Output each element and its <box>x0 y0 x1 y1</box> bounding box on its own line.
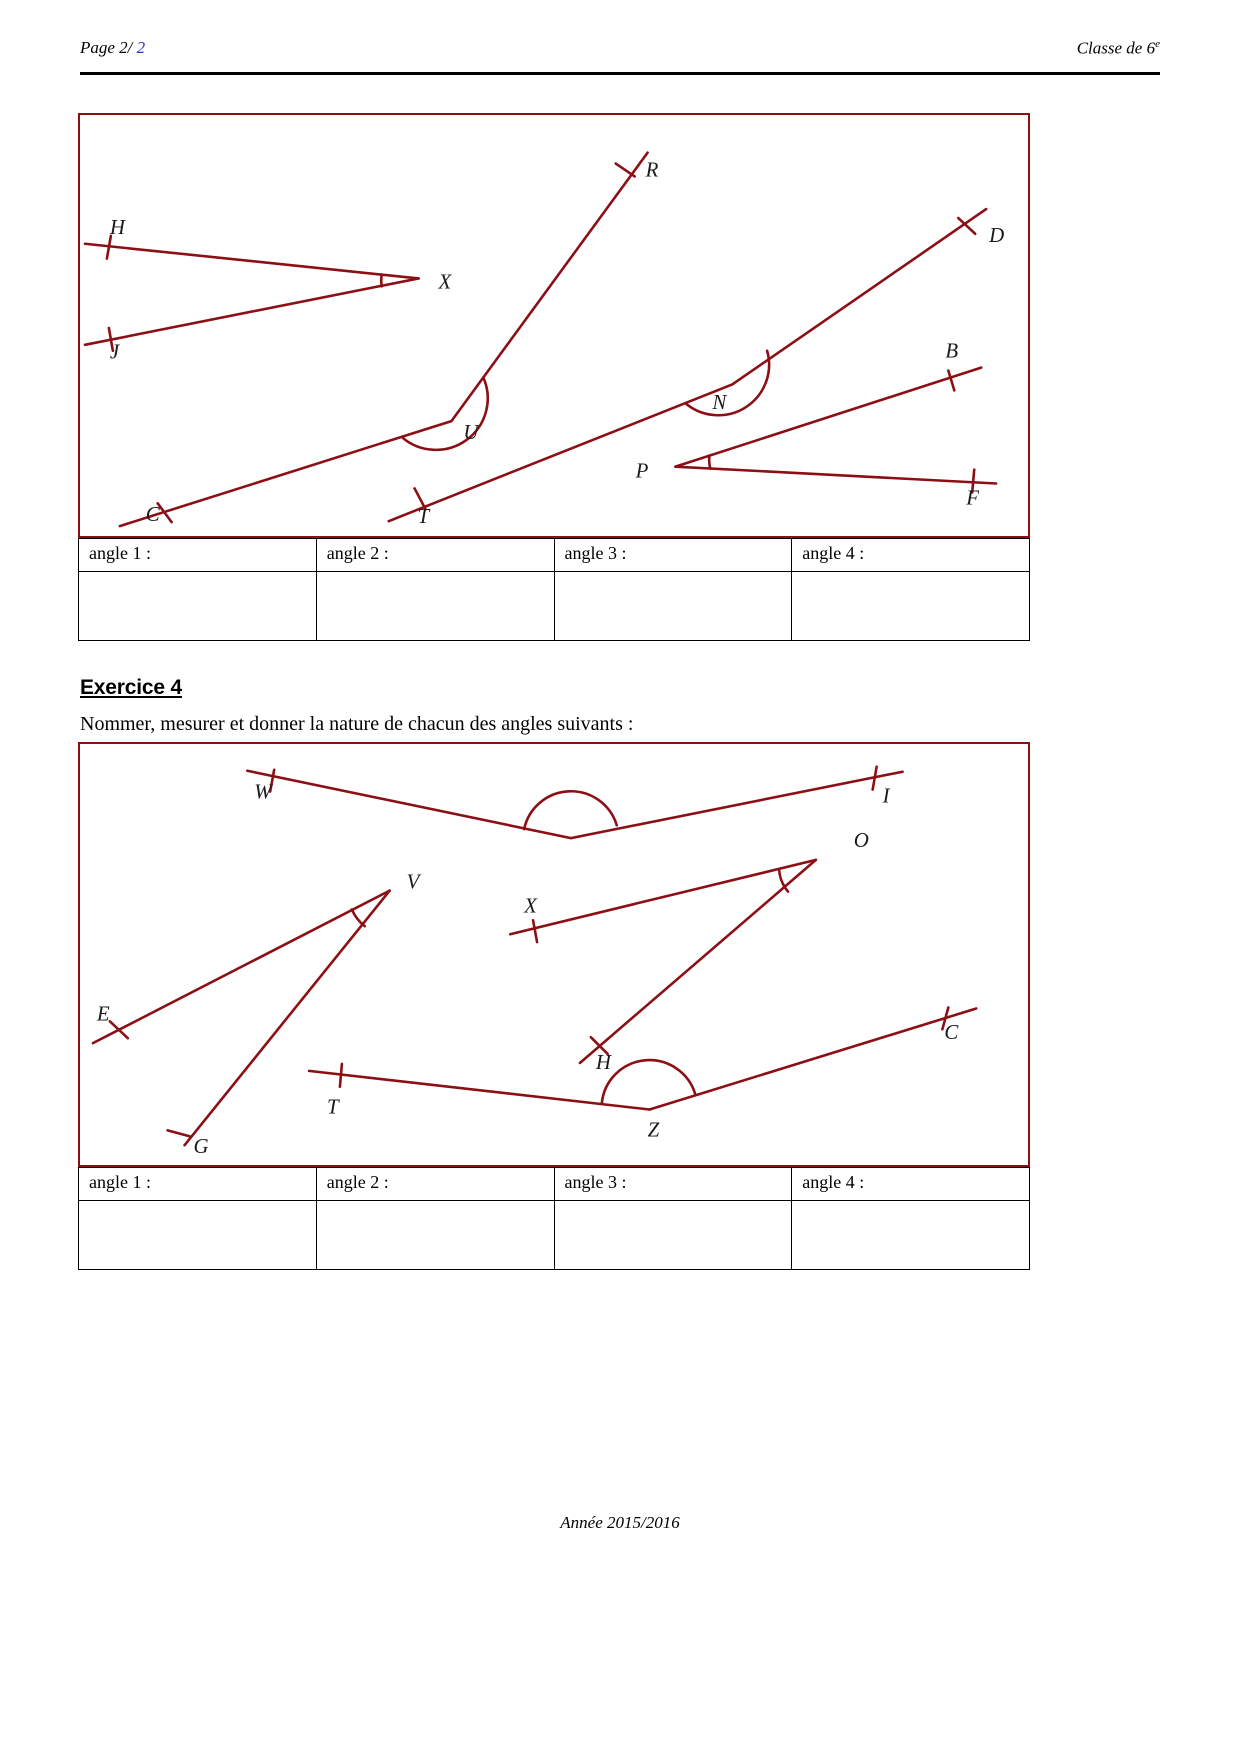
table-row-headers <box>79 1168 1030 1201</box>
page-total-number: 2 <box>136 38 146 57</box>
ray-ZC <box>650 1008 977 1109</box>
class-indicator <box>1077 38 1160 59</box>
tick-E <box>110 1021 128 1038</box>
ray-VE <box>93 891 390 1044</box>
label-F: F <box>966 485 980 510</box>
label-H: H <box>109 214 125 239</box>
table-row-headers <box>79 539 1030 572</box>
label-R: R <box>645 157 659 182</box>
answer-cell-angle-2[interactable] <box>316 572 554 641</box>
exercise-4-title: Exercice 4 <box>80 676 182 699</box>
label-P: P <box>635 458 649 483</box>
label-B: B <box>945 338 959 363</box>
label-W: W <box>254 779 272 804</box>
page-header <box>80 38 1160 72</box>
label-I: I <box>882 783 890 808</box>
label-E: E <box>96 1001 110 1026</box>
ray-OX <box>510 860 816 934</box>
table-header-angle-3: angle 3 : <box>554 539 792 572</box>
table-row-answers <box>79 572 1030 641</box>
exercise-4-prompt: Nommer, mesurer et donner la nature de chacun des angles suivants : <box>80 713 634 735</box>
tick-X2 <box>533 920 537 942</box>
tick-R <box>616 164 635 177</box>
answer2-cell-angle-4[interactable] <box>792 1201 1030 1270</box>
tick-B <box>948 371 954 391</box>
label-T: T <box>417 504 430 529</box>
label-V: V <box>406 869 420 894</box>
class-label: Classe de 6 <box>1076 38 1156 58</box>
arc-angle-V2 <box>352 909 365 926</box>
tick-T2 <box>340 1064 342 1087</box>
ray-XH <box>85 244 419 279</box>
label-C: C <box>145 502 160 527</box>
ray-VG <box>185 891 390 1146</box>
label-G: G <box>193 1134 209 1159</box>
table2-header-angle-3: angle 3 : <box>554 1168 792 1201</box>
angles-figure-1 <box>78 113 1030 538</box>
answer2-cell-angle-1[interactable] <box>79 1201 317 1270</box>
label-O: O <box>853 828 869 853</box>
arc-angle-P <box>709 456 710 469</box>
ray-OH <box>580 860 816 1063</box>
answer2-cell-angle-2[interactable] <box>316 1201 554 1270</box>
answer-table-exercise-3 <box>78 538 1030 641</box>
label-D: D <box>989 222 1005 247</box>
answer-cell-angle-4[interactable] <box>792 572 1030 641</box>
label-J: J <box>109 339 120 364</box>
angles-figure-2-canvas <box>80 744 1028 1165</box>
ray-XJ <box>85 278 419 344</box>
ray-NT <box>389 384 733 521</box>
angles-figure-2 <box>78 742 1030 1167</box>
header-divider <box>80 72 1160 75</box>
page-footer: Année 2015/2016 <box>560 1513 680 1532</box>
class-exponent: e <box>1155 38 1160 50</box>
label-C2: C <box>944 1020 959 1045</box>
table2-header-angle-2: angle 2 : <box>316 1168 554 1201</box>
ray-PB <box>675 368 981 467</box>
ray-UR <box>451 153 647 421</box>
answer-cell-angle-1[interactable] <box>79 572 317 641</box>
page-indicator-label: Page 2/ <box>80 38 133 57</box>
ray-PF <box>675 467 996 484</box>
table2-header-angle-4: angle 4 : <box>792 1168 1030 1201</box>
table-header-angle-1: angle 1 : <box>79 539 317 572</box>
label-X2: X <box>524 893 537 918</box>
label-T2: T <box>326 1094 339 1119</box>
page-indicator <box>80 38 145 58</box>
angles-figure-1-canvas <box>80 115 1028 536</box>
answer-cell-angle-3[interactable] <box>554 572 792 641</box>
label-H2: H <box>595 1049 611 1074</box>
arc-angle-N <box>685 351 769 415</box>
table-header-angle-4: angle 4 : <box>792 539 1030 572</box>
ray-NW <box>247 771 571 838</box>
arc-angle-N2 <box>524 791 617 829</box>
label-X: X <box>438 269 452 294</box>
table-row-answers <box>79 1201 1030 1270</box>
tick-G <box>168 1130 190 1136</box>
ray-ZT <box>309 1071 650 1110</box>
label-U: U <box>463 419 479 444</box>
label-Z: Z <box>647 1117 660 1142</box>
table2-header-angle-1: angle 1 : <box>79 1168 317 1201</box>
label-N: N <box>712 390 727 415</box>
arc-angle-Z2 <box>602 1060 696 1103</box>
table-header-angle-2: angle 2 : <box>316 539 554 572</box>
answer2-cell-angle-3[interactable] <box>554 1201 792 1270</box>
answer-table-exercise-4 <box>78 1167 1030 1270</box>
